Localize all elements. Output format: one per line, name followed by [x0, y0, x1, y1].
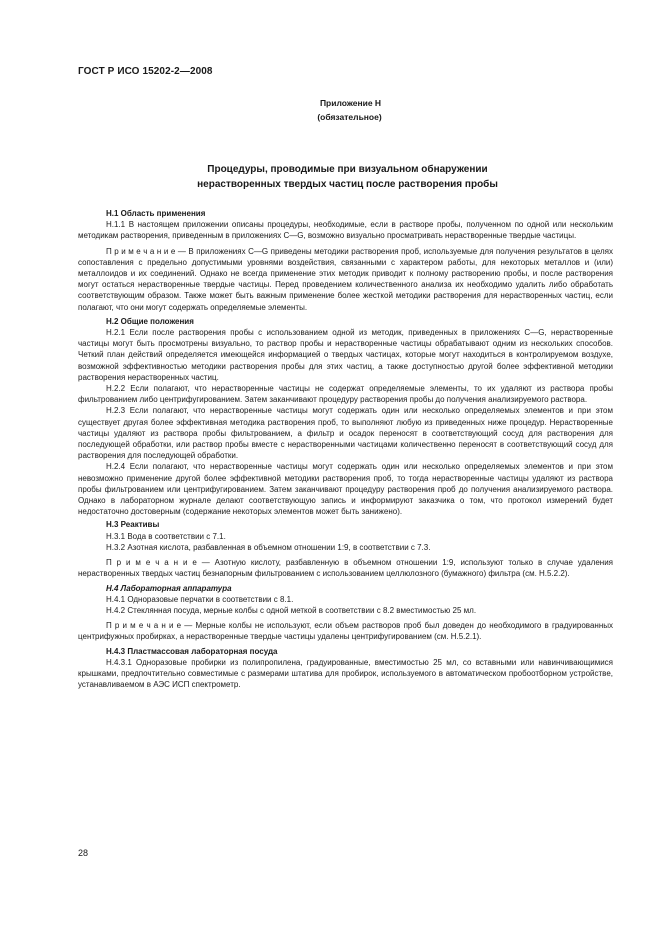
- paragraph: Н.4.2 Стеклянная посуда, мерные колбы с одной меткой в соответствии с 8.2 вместимостью 25 мл.: [106, 605, 477, 615]
- section-heading: Н.4.3 Пластмассовая лабораторная посуда: [106, 646, 278, 656]
- annex-title: [0, 162, 661, 192]
- standard-code-header: ГОСТ Р ИСО 15202-2—2008: [78, 66, 213, 77]
- section-heading: Н.3 Реактивы: [106, 520, 160, 530]
- annex-status: (обязательное): [317, 112, 382, 122]
- paragraph: Н.4.1 Одноразовые перчатки в соответствии с 8.1.: [106, 594, 294, 604]
- annex-title-line-1: Процедуры, проводимые при визуальном обнаружении: [207, 164, 488, 175]
- document-body: [78, 206, 613, 690]
- annex-label: Приложение Н: [319, 98, 382, 108]
- paragraph: Н.1.1 В настоящем приложении описаны процедуры, необходимые, если в растворе пробы, полученном по одной или нескольким методикам растворения, приведенным в приложениях С—G, возможно визуально просматривать нерастворенные твердые частицы.: [78, 220, 613, 241]
- annex-title-line-2: нерастворенных твердых частиц после растворения пробы: [197, 179, 498, 190]
- note: П р и м е ч а н и е — В приложениях С—G приведены методики растворения проб, используемые для получения результатов в целях сопоставления с предельно допустимыми уровнями воздействия, связанными с характером работы, для некоторых металлов и (или) металлоидов и их соединений. Однако не всегда применение этих методик приводит к полному растворению пробы, и после растворения могут остаться нерастворенные твердые частицы. Перед проведением количественного анализа их необходимо удалить либо обработать соответствующим образом. Также может быть важным применение более жесткой методики растворения для нерастворенных частиц, если полагают, что они могут содержать определяемые элементы.: [78, 246, 613, 312]
- section-heading: Н.1 Область применения: [106, 209, 206, 218]
- section-heading: Н.2 Общие положения: [106, 316, 194, 326]
- paragraph: Н.3.2 Азотная кислота, разбавленная в объемном отношении 1:9, в соответствии с 7.3.: [106, 542, 431, 552]
- paragraph: Н.2.1 Если после растворения пробы с использованием одной из методик, приведенных в приложениях С—G, нерастворенные частицы могут быть просмотрены визуально, то раствор пробы и нерастворенные частицы обрабатывают одним из нескольких способов. Четкий план действий определяется имеющейся информацией о твердых частицах, которые могут находиться в контролируемом воздухе, возможной эффективностью методики растворения пробы для этих частиц, а также доступностью другой более эффективной методики растворения нерастворенных частиц.: [78, 328, 613, 382]
- paragraph: Н.4.3.1 Одноразовые пробирки из полипропилена, градуированные, вместимостью 25 мл, со вставными или навинчивающимися крышками, предпочтительно совместимые с размерами штатива для пробирок, используемого в автоматическом пробоотборном устройстве, устанавливаемом в АЭС ИСП спектрометр.: [78, 657, 613, 690]
- paragraph: Н.2.3 Если полагают, что нерастворенные частицы могут содержать один или несколько определяемых элементов и при этом существует другая более эффективная методика растворения проб, то выполняют любую из приведенных ниже процедур. Нерастворенные частицы удаляют из раствора пробы фильтрованием, а фильтр и осадок переносят в соответствующий сосуд для растворения для последующей обработки, или раствор пробы вместе с нерастворенными частицами количественно переносят в соответствующий сосуд для растворения для последующей обработки.: [78, 406, 613, 461]
- section-heading: Н.4 Лабораторная аппаратура: [106, 583, 232, 593]
- paragraph: Н.2.2 Если полагают, что нерастворенные частицы не содержат определяемые элементы, то их удаляют из раствора пробы фильтрованием либо центрифугированием. Затем заканчивают процедуру растворения пробы до получения анализируемого раствора.: [78, 384, 613, 405]
- note: П р и м е ч а н и е — Азотную кислоту, разбавленную в объемном отношении 1:9, используют только в случае удаления нерастворенных твердых частиц безнапорным фильтрованием с использованием целлюлозного (бумажного) фильтра (см. Н.5.2.2).: [78, 558, 613, 579]
- paragraph: Н.3.1 Вода в соответствии с 7.1.: [106, 531, 226, 541]
- annex-heading: [0, 96, 661, 124]
- page-number: 28: [78, 848, 89, 858]
- paragraph: Н.2.4 Если полагают, что нерастворенные частицы могут содержать один или несколько определяемых элементов и при этом невозможно применение другой более эффективной методики растворения проб, то тогда нерастворенные частицы удаляют из раствора пробы фильтрованием или центрифугированием. Затем заканчивают процедуру растворения проб до получения анализируемого раствора. Однако в лабораторном журнале делают соответствующую запись и информируют заказчика о том, что протокол измерений будет недостаточно достоверным (содержание некоторых элементов может быть занижено).: [78, 462, 613, 517]
- note: П р и м е ч а н и е — Мерные колбы не используют, если объем растворов проб был доведен до необходимого в градуированных центрифужных пробирках, а нерастворенные твердые частицы удалены центрифугированием (см. Н.5.2.1).: [78, 621, 613, 642]
